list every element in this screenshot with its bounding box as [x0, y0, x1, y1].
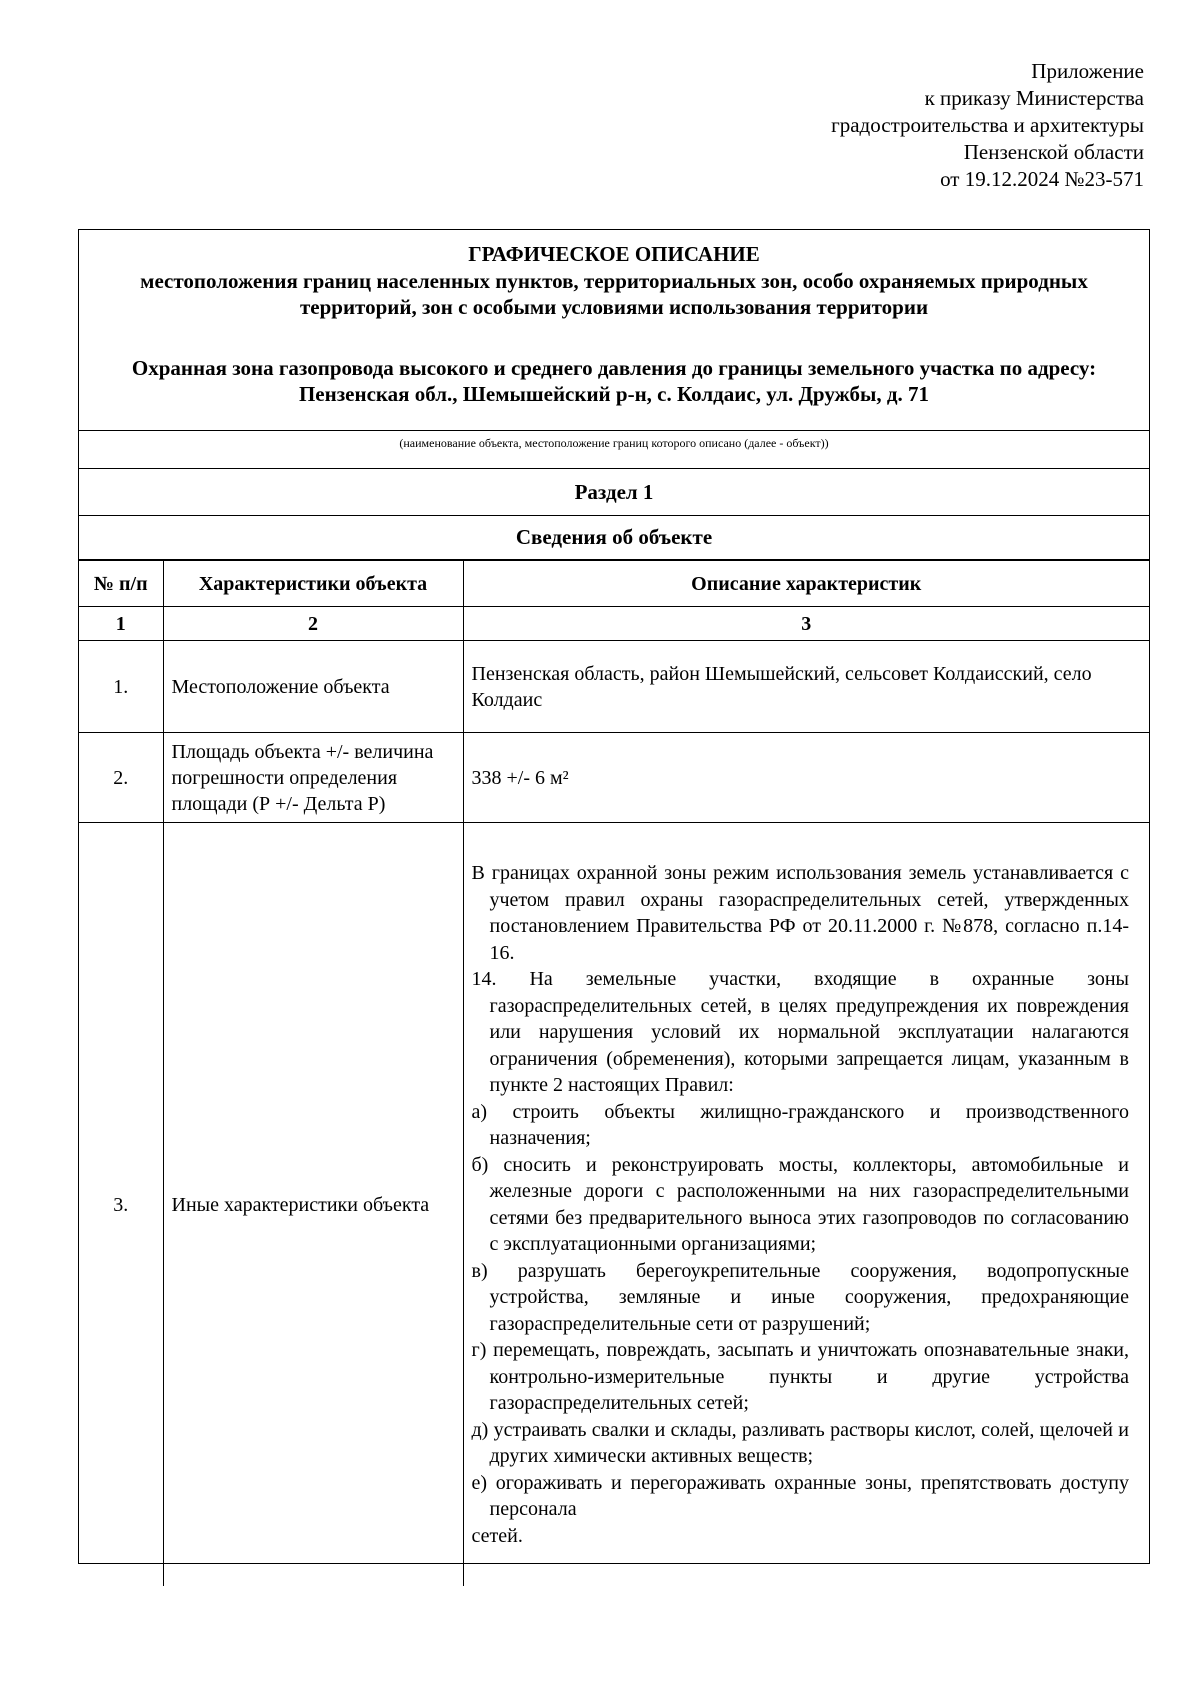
row-number: 3. — [79, 823, 163, 1587]
column-number: 3 — [463, 607, 1149, 641]
document-frame — [78, 229, 1150, 1564]
column-number-row — [79, 607, 1149, 641]
column-number: 1 — [79, 607, 163, 641]
characteristics-table — [79, 560, 1149, 1586]
row-number: 2. — [79, 733, 163, 823]
document-subtitle: местоположения границ населенных пунктов, территориальных зон, особо охраняемых природных территорий, зон с особыми условиями использования территории — [140, 269, 1088, 319]
description-paragraph: сетей. — [471, 1524, 523, 1547]
description-paragraph: В границах охранной зоны режим использования земель устанавливается с учетом правил охраны газораспределительных сетей, утвержденных постановлением Правительства РФ от 20.11.2000 г. №878, согласно п.14-16. — [471, 862, 1129, 964]
description-paragraph: в) разрушать берегоукрепительные сооружения, водопропускные устройства, земляные и иные сооружения, предохраняющие газораспределительные сети от разрушений; — [471, 1259, 1129, 1335]
document-header — [79, 230, 1149, 431]
object-caption: (наименование объекта, местоположение границ которого описано (далее - объект)) — [79, 431, 1149, 469]
row-description — [463, 823, 1149, 1587]
column-header: Характеристики объекта — [163, 561, 463, 607]
description-paragraph: 14. На земельные участки, входящие в охранные зоны газораспределительных сетей, в целях предупреждения их повреждения или нарушения условий их нормальной эксплуатации налагаются ограничения (обременения), которыми запрещается лицам, указанным в пункте 2 настоящих Правил: — [471, 968, 1129, 1096]
approval-line: градостроительства и архитектуры — [831, 113, 1144, 137]
column-header: № п/п — [79, 561, 163, 607]
row-description: 338 +/- 6 м² — [463, 733, 1149, 823]
table-header-row — [79, 561, 1149, 607]
description-paragraph: е) огораживать и перегораживать охранные зоны, препятствовать доступу персонала — [471, 1471, 1129, 1520]
row-characteristic: Иные характеристики объекта — [163, 823, 463, 1587]
document-title: ГРАФИЧЕСКОЕ ОПИСАНИЕ — [468, 242, 760, 266]
description-paragraph: г) перемещать, повреждать, засыпать и уничтожать опознавательные знаки, контрольно-измерительные пункты и другие устройства газораспределительных сетей; — [471, 1339, 1129, 1414]
object-name: Охранная зона газопровода высокого и среднего давления до границы земельного участка по адресу: Пензенская обл., Шемышейский р-н, с. Колдаис, ул. Дружбы, д. 71 — [131, 356, 1097, 406]
row-description: Пензенская область, район Шемышейский, сельсовет Колдаисский, село Колдаис — [463, 641, 1149, 733]
approval-block — [831, 58, 1144, 193]
row-characteristic: Площадь объекта +/- величина погрешности определения площади (Р +/- Дельта Р) — [163, 733, 463, 823]
section-subtitle: Сведения об объекте — [79, 516, 1149, 560]
column-number: 2 — [163, 607, 463, 641]
approval-date: от 19.12.2024 №23-571 — [940, 167, 1144, 191]
approval-line: к приказу Министерства — [924, 86, 1144, 110]
table-row — [79, 733, 1149, 823]
column-header: Описание характеристик — [463, 561, 1149, 607]
description-paragraph: б) сносить и реконструировать мосты, коллекторы, автомобильные и железные дороги с расположенными на них газораспределительными сетями без предварительного выноса этих газопроводов по согласованию с эксплуатационными организациями; — [471, 1153, 1129, 1255]
approval-line: Приложение — [1031, 59, 1144, 83]
approval-line: Пензенской области — [963, 140, 1144, 164]
section-title: Раздел 1 — [79, 469, 1149, 516]
description-paragraph: д) устраивать свалки и склады, разливать растворы кислот, солей, щелочей и других химически активных веществ; — [471, 1418, 1129, 1467]
row-characteristic: Местоположение объекта — [163, 641, 463, 733]
description-paragraph: а) строить объекты жилищно-гражданского и производственного назначения; — [471, 1100, 1129, 1149]
row-number: 1. — [79, 641, 163, 733]
table-row — [79, 641, 1149, 733]
table-row — [79, 823, 1149, 1587]
